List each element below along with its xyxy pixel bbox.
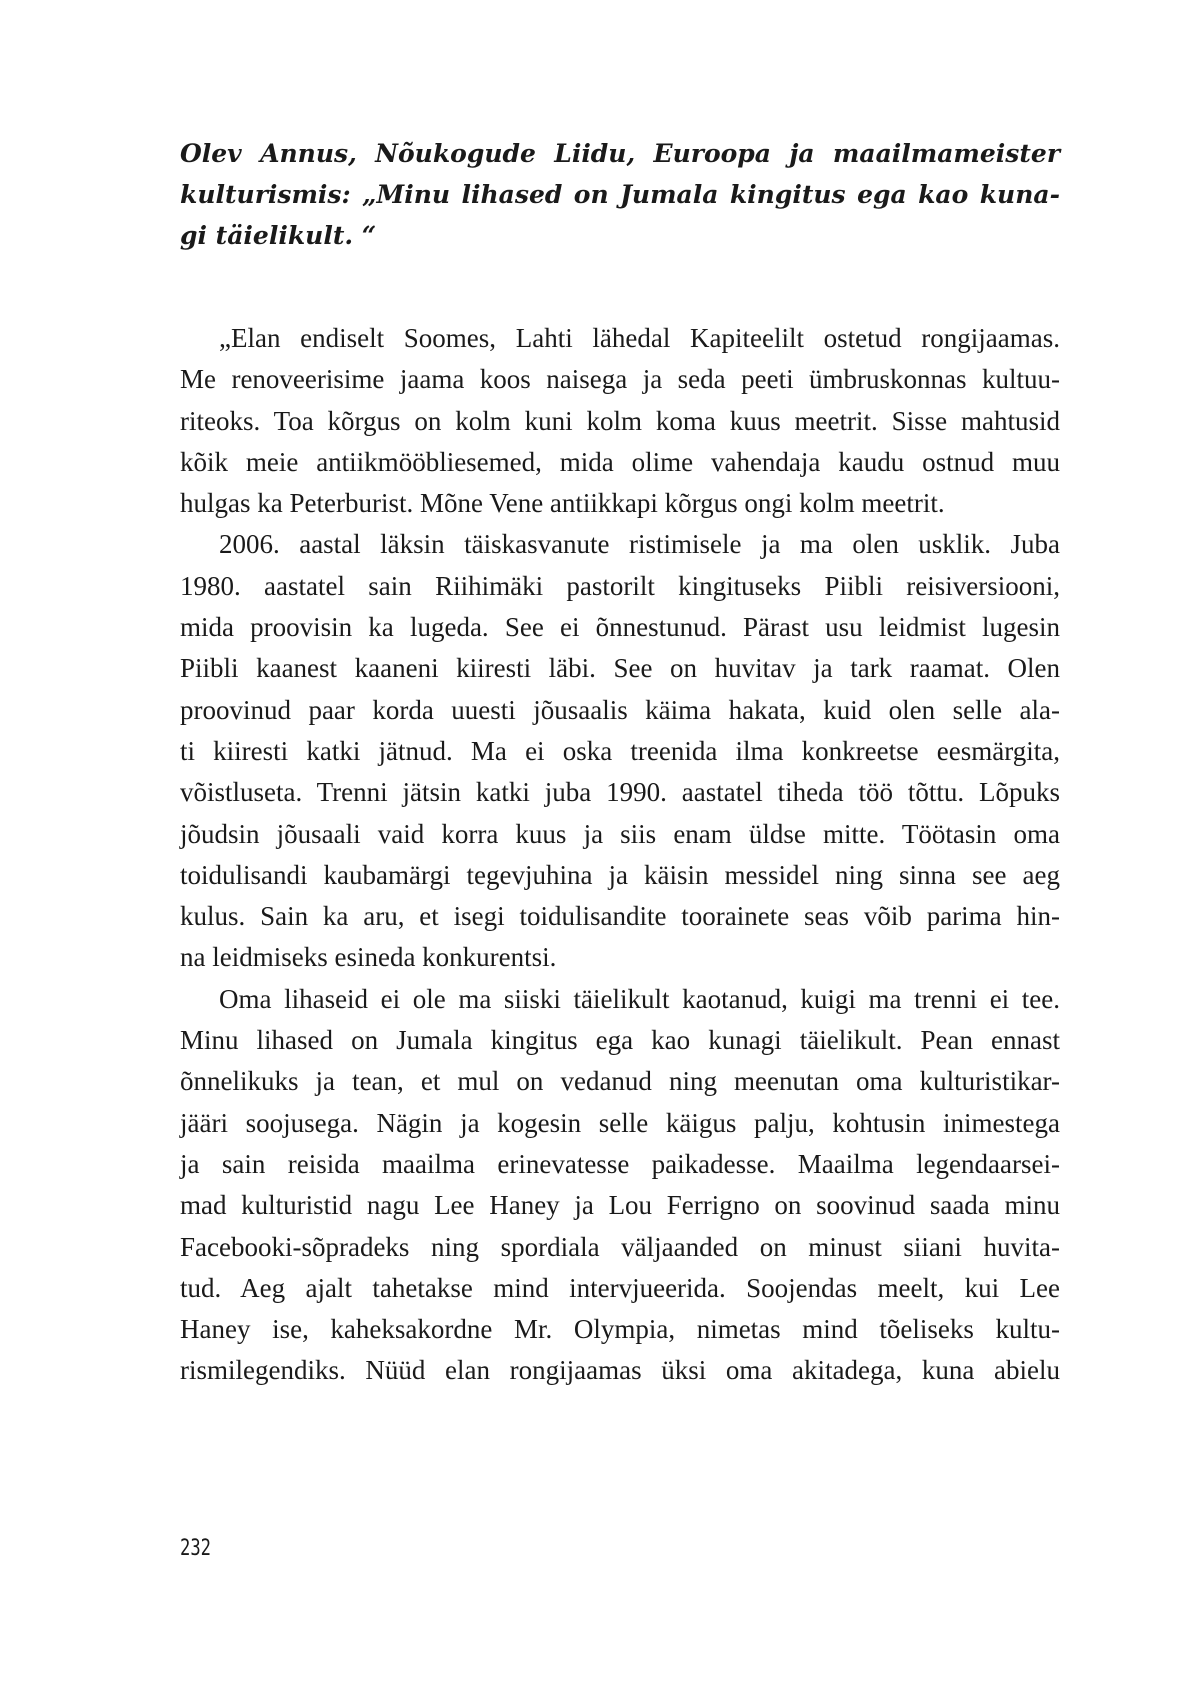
text-line: Piibli kaanest kaaneni kiiresti läbi. See on huvitav ja tark raamat. Olen [180, 653, 1060, 684]
paragraph [180, 524, 1060, 978]
text-line: na leidmiseks esineda konkurentsi. [180, 942, 557, 973]
body-text [180, 318, 1060, 1392]
paragraph [180, 318, 1060, 524]
paragraph [180, 979, 1060, 1392]
text-line: Me renoveerisime jaama koos naisega ja seda peeti ümbruskonnas kultuu- [180, 364, 1060, 395]
text-line: Oma lihaseid ei ole ma siiski täielikult kaotanud, kuigi ma trenni ei tee. [219, 983, 1060, 1014]
text-line: „Elan endiselt Soomes, Lahti lähedal Kapiteelilt ostetud rongijaamas. [219, 323, 1060, 353]
text-line: hulgas ka Peterburist. Mõne Vene antiikkapi kõrgus ongi kolm meetrit. [180, 488, 945, 519]
heading-line: gi täielikult. “ [180, 221, 377, 250]
text-line: võistluseta. Trenni jätsin katki juba 1990. aastatel tiheda töö tõttu. Lõpuks [180, 777, 1060, 808]
text-line: jõudsin jõusaali vaid korra kuus ja siis enam üldse mitte. Töötasin oma [180, 818, 1060, 849]
text-line: kulus. Sain ka aru, et isegi toidulisandite toorainete seas võib parima hin- [180, 901, 1060, 932]
text-line: toidulisandi kaubamärgi tegevjuhina ja käisin messidel ning sinna see aeg [180, 859, 1060, 890]
text-line: 1980. aastatel sain Riihimäki pastorilt kingituseks Piibli reisiversiooni, [180, 570, 1060, 601]
text-line: rismilegendiks. Nüüd elan rongijaamas üksi oma akitadega, kuna abielu [180, 1355, 1060, 1386]
text-line: õnnelikuks ja tean, et mul on vedanud ning meenutan oma kulturistikar- [180, 1066, 1060, 1097]
text-line: kõik meie antiikmööbliesemed, mida olime vahendaja kaudu ostnud muu [180, 446, 1060, 477]
text-line: jääri soojusega. Nägin ja kogesin selle käigus palju, kohtusin inimestega [180, 1107, 1060, 1138]
chapter-heading [180, 133, 1060, 256]
text-line: ti kiiresti katki jätnud. Ma ei oska treenida ilma konkreetse eesmärgita, [180, 735, 1060, 766]
text-line: riteoks. Toa kõrgus on kolm kuni kolm koma kuus meetrit. Sisse mahtusid [180, 405, 1060, 436]
text-line: 2006. aastal läksin täiskasvanute ristimisele ja ma olen usklik. Juba [219, 529, 1060, 560]
text-line: Haney ise, kaheksakordne Mr. Olympia, nimetas mind tõeliseks kultu- [180, 1314, 1060, 1345]
text-line: ja sain reisida maailma erinevatesse paikadesse. Maailma legendaarsei- [180, 1148, 1060, 1179]
text-line: proovinud paar korda uuesti jõusaalis käima hakata, kuid olen selle ala- [180, 694, 1060, 725]
text-line: Minu lihased on Jumala kingitus ega kao kunagi täielikult. Pean ennast [180, 1025, 1060, 1056]
text-line: mad kulturistid nagu Lee Haney ja Lou Ferrigno on soovinud saada minu [180, 1190, 1060, 1221]
text-line: tud. Aeg ajalt tahetakse mind intervjueerida. Soojendas meelt, kui Lee [180, 1272, 1060, 1303]
text-line: mida proovisin ka lugeda. See ei õnnestunud. Pärast usu leidmist lugesin [180, 612, 1060, 643]
page-number: 232 [180, 1536, 212, 1561]
heading-line: Olev Annus, Nõukogude Liidu, Euroopa ja maailmameister [180, 139, 1060, 168]
text-line: Facebooki-sõpradeks ning spordiala väljaanded on minust siiani huvita- [180, 1231, 1060, 1262]
heading-line: kulturismis: „Minu lihased on Jumala kingitus ega kao kuna- [180, 180, 1060, 209]
